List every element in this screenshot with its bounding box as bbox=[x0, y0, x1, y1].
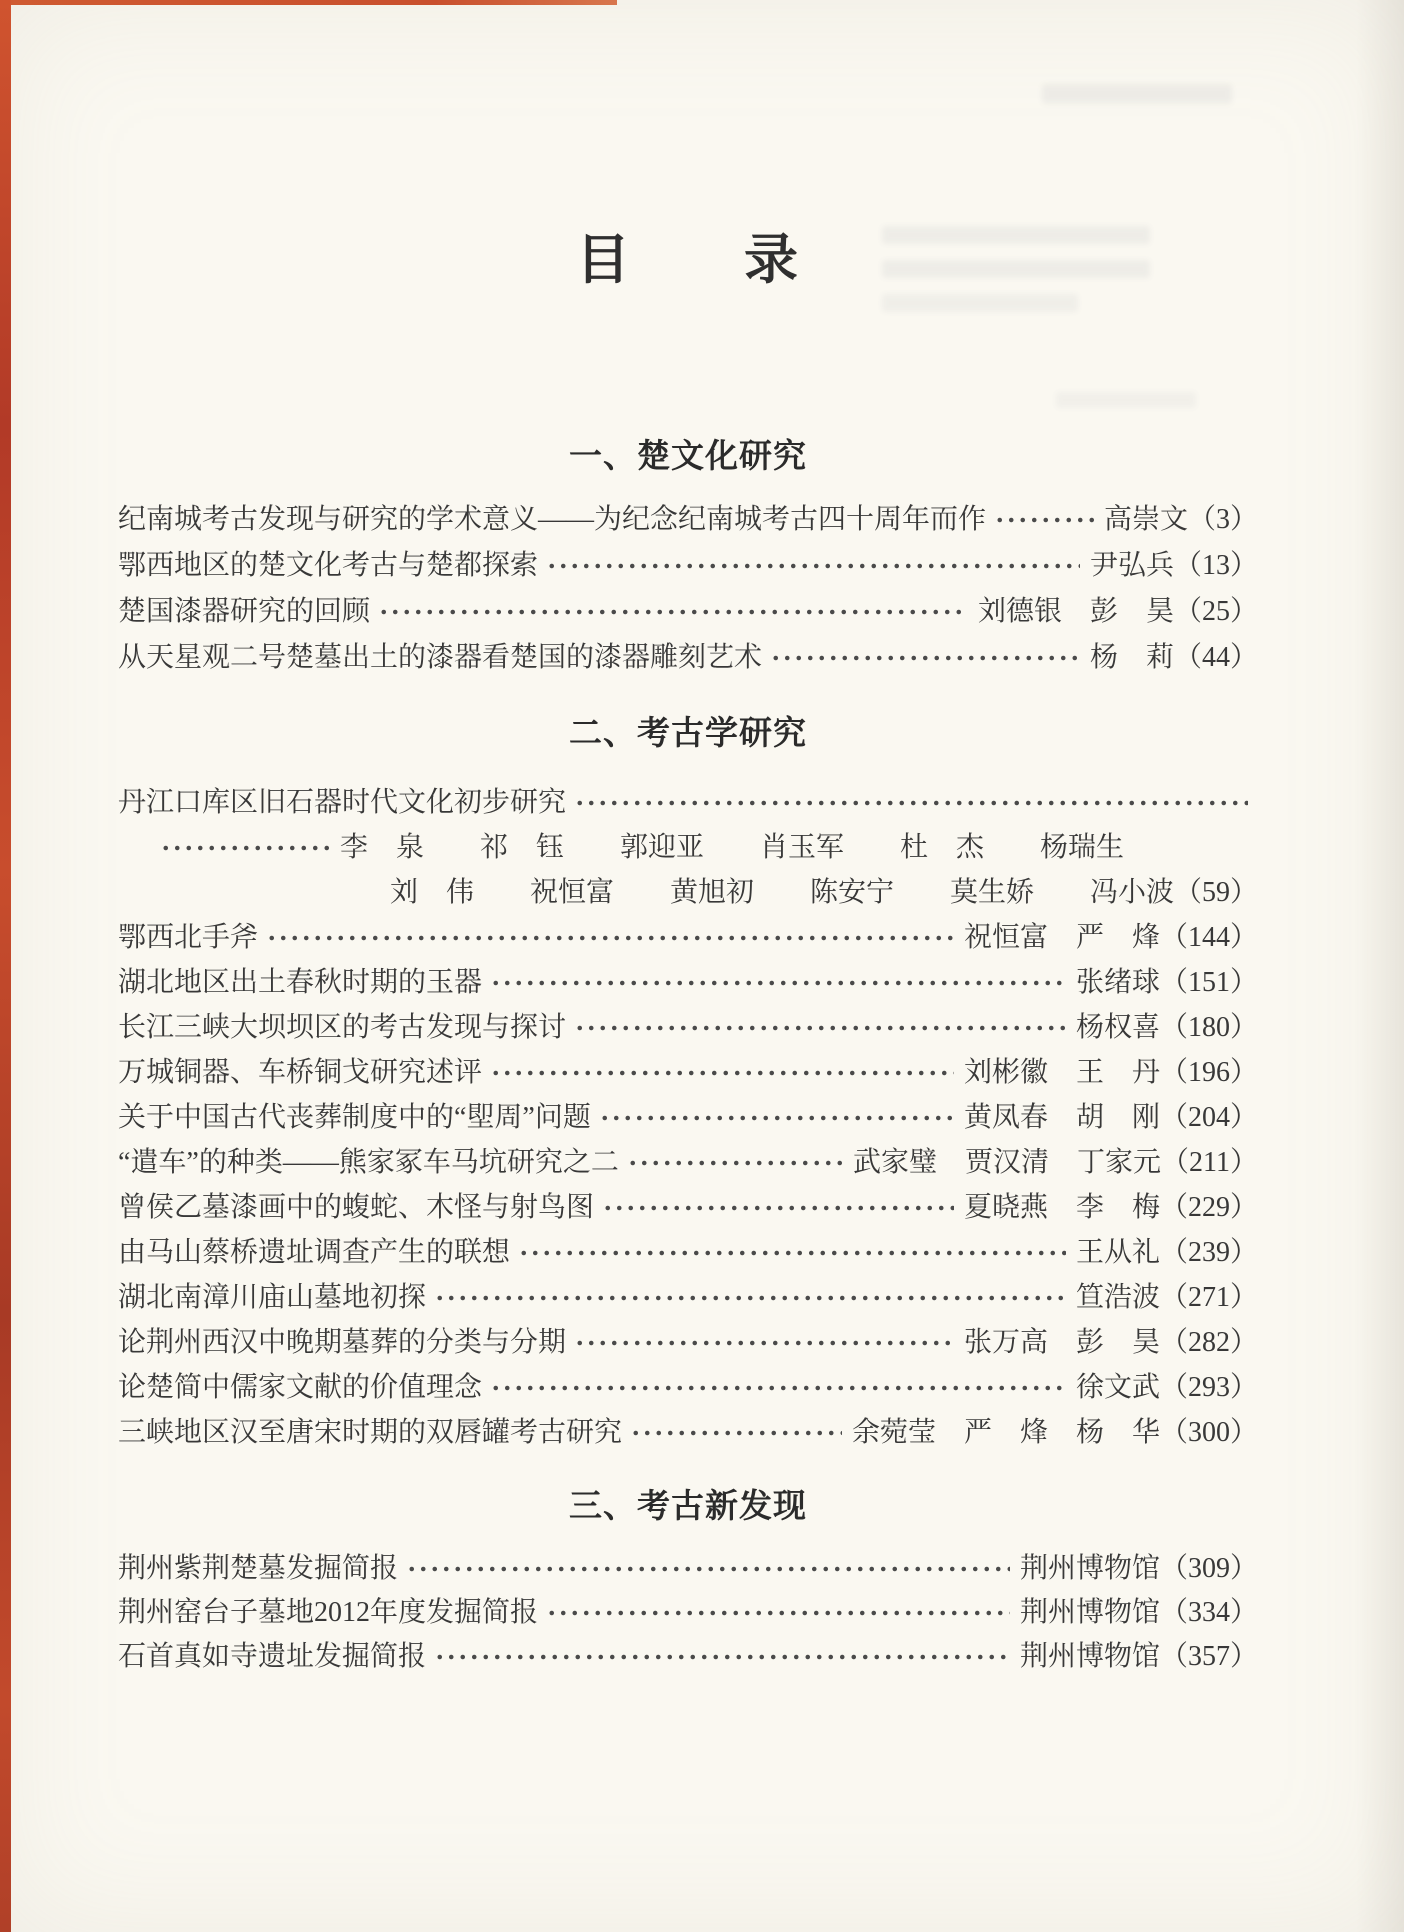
dot-leader bbox=[770, 644, 1080, 672]
dot-leader bbox=[630, 1419, 842, 1447]
entry-author-page: 张绪球（151） bbox=[1075, 966, 1258, 998]
dot-leader bbox=[602, 1194, 954, 1222]
entry-title: 长江三峡大坝坝区的考古发现与探讨 bbox=[118, 1011, 567, 1043]
dot-leader bbox=[518, 1239, 1066, 1267]
entry-title: 荆州紫荆楚墓发掘简报 bbox=[118, 1553, 399, 1584]
toc-entry bbox=[118, 1050, 1258, 1095]
toc-entry bbox=[118, 635, 1258, 681]
toc-entry bbox=[118, 1320, 1258, 1365]
entry-author-page: 杨 莉（44） bbox=[1089, 642, 1258, 673]
entry-title: 楚国漆器研究的回顾 bbox=[118, 596, 371, 627]
entry-title: 万城铜器、车桥铜戈研究述评 bbox=[118, 1056, 483, 1088]
entry-author-page: 刘德银 彭 昊（25） bbox=[977, 596, 1258, 627]
dot-leader bbox=[546, 1599, 1010, 1627]
entry-title: 论楚简中儒家文献的价值理念 bbox=[118, 1371, 483, 1403]
entry-author-page: 武家璧 贾汉清 丁家元（211） bbox=[853, 1146, 1258, 1178]
entry-title: 三峡地区汉至唐宋时期的双唇罐考古研究 bbox=[118, 1416, 623, 1448]
toc-entry bbox=[118, 1547, 1258, 1591]
dot-leader bbox=[994, 506, 1094, 534]
page-edge-shadow bbox=[1356, 0, 1404, 1932]
entry-title: 丹江口库区旧石器时代文化初步研究 bbox=[118, 786, 567, 818]
toc-entry bbox=[118, 1230, 1258, 1275]
dot-leader bbox=[627, 1149, 843, 1177]
toc-entry bbox=[118, 497, 1258, 543]
entry-author-page: 高崇文（3） bbox=[1103, 504, 1258, 535]
entry-title: 湖北南漳川庙山墓地初探 bbox=[118, 1281, 427, 1313]
entry-author-page: 余菀莹 严 烽 杨 华（300） bbox=[851, 1416, 1258, 1448]
toc-entry bbox=[118, 960, 1258, 1005]
dot-leader bbox=[378, 598, 968, 626]
book-spine-edge bbox=[0, 0, 11, 1932]
toc-entry bbox=[118, 589, 1258, 635]
entry-title: 纪南城考古发现与研究的学术意义——为纪念纪南城考古四十周年而作 bbox=[118, 504, 987, 535]
dot-leader bbox=[546, 552, 1080, 580]
entry-author-page: 尹弘兵（13） bbox=[1089, 550, 1258, 581]
section-heading-chu-culture: 一、楚文化研究 bbox=[569, 437, 807, 474]
toc-entry bbox=[118, 1140, 1258, 1185]
entry-title: 鄂西地区的楚文化考古与楚都探索 bbox=[118, 550, 539, 581]
section-heading-archaeology-research: 二、考古学研究 bbox=[569, 714, 807, 751]
entry-author-page: 王从礼（239） bbox=[1075, 1236, 1258, 1268]
dot-leader bbox=[490, 969, 1066, 997]
dot-leader bbox=[490, 1059, 954, 1087]
entry-title: “遣车”的种类——熊家冢车马坑研究之二 bbox=[118, 1146, 619, 1178]
entry-author-page: 荆州博物馆（334） bbox=[1019, 1597, 1258, 1628]
entry-author-page: 荆州博物馆（309） bbox=[1019, 1553, 1258, 1584]
entry-author-page: 刘 伟 祝恒富 黄旭初 陈安宁 莫生娇 冯小波（59） bbox=[389, 876, 1258, 908]
dot-leader bbox=[574, 1014, 1066, 1042]
entry-author-page: 黄凤春 胡 刚（204） bbox=[963, 1101, 1258, 1133]
toc-entry bbox=[118, 1365, 1258, 1410]
dot-leader bbox=[406, 1555, 1010, 1583]
entry-title: 从天星观二号楚墓出土的漆器看楚国的漆器雕刻艺术 bbox=[118, 642, 763, 673]
section-3-entries bbox=[118, 1547, 1258, 1679]
dot-leader bbox=[434, 1284, 1066, 1312]
entry-title: 荆州窑台子墓地2012年度发掘简报 bbox=[118, 1597, 539, 1628]
toc-entry bbox=[118, 1095, 1258, 1140]
dot-leader bbox=[599, 1104, 954, 1132]
dot-leader bbox=[434, 1643, 1010, 1671]
dot-leader bbox=[490, 1374, 1066, 1402]
section-1-entries bbox=[118, 497, 1258, 681]
entry-title: 由马山蔡桥遗址调查产生的联想 bbox=[118, 1236, 511, 1268]
toc-entry bbox=[118, 1185, 1258, 1230]
toc-entry bbox=[118, 1275, 1258, 1320]
toc-entry bbox=[118, 1635, 1258, 1679]
entry-title: 鄂西北手斧 bbox=[118, 921, 259, 953]
entry-author-page: 夏晓燕 李 梅（229） bbox=[963, 1191, 1258, 1223]
entry-title: 曾侯乙墓漆画中的蝮蛇、木怪与射鸟图 bbox=[118, 1191, 595, 1223]
toc-entry-authors-line-1 bbox=[118, 825, 1258, 870]
section-2-entries bbox=[118, 780, 1258, 1455]
entry-title: 湖北地区出土春秋时期的玉器 bbox=[118, 966, 483, 998]
entry-title: 论荆州西汉中晚期墓葬的分类与分期 bbox=[118, 1326, 567, 1358]
page-content bbox=[118, 0, 1258, 1932]
entry-author-page: 祝恒富 严 烽（144） bbox=[963, 921, 1258, 953]
dot-leader bbox=[574, 1329, 954, 1357]
toc-entry bbox=[118, 1591, 1258, 1635]
section-heading-new-discoveries: 三、考古新发现 bbox=[569, 1487, 807, 1524]
page-title: 目 录 bbox=[576, 230, 800, 290]
dot-leader bbox=[160, 834, 330, 862]
dot-leader bbox=[266, 924, 954, 952]
entry-author-page: 张万高 彭 昊（282） bbox=[963, 1326, 1258, 1358]
toc-entry bbox=[118, 543, 1258, 589]
entry-author-page: 笪浩波（271） bbox=[1075, 1281, 1258, 1313]
entry-author-page: 徐文武（293） bbox=[1075, 1371, 1258, 1403]
dot-leader bbox=[574, 789, 1248, 817]
toc-entry-multiline-title bbox=[118, 780, 1258, 825]
entry-title: 关于中国古代丧葬制度中的“堲周”问题 bbox=[118, 1101, 591, 1133]
entry-author-page: 荆州博物馆（357） bbox=[1019, 1641, 1258, 1672]
toc-entry bbox=[118, 1005, 1258, 1050]
toc-entry bbox=[118, 915, 1258, 960]
entry-author-page: 杨权喜（180） bbox=[1075, 1011, 1258, 1043]
toc-entry-authors-line-2 bbox=[118, 870, 1258, 915]
entry-author-page: 刘彬徽 王 丹（196） bbox=[963, 1056, 1258, 1088]
toc-entry bbox=[118, 1410, 1258, 1455]
entry-title: 石首真如寺遗址发掘简报 bbox=[118, 1641, 427, 1672]
entry-author-page: 李 泉 祁 钰 郭迎亚 肖玉军 杜 杰 杨瑞生 bbox=[340, 831, 1125, 863]
